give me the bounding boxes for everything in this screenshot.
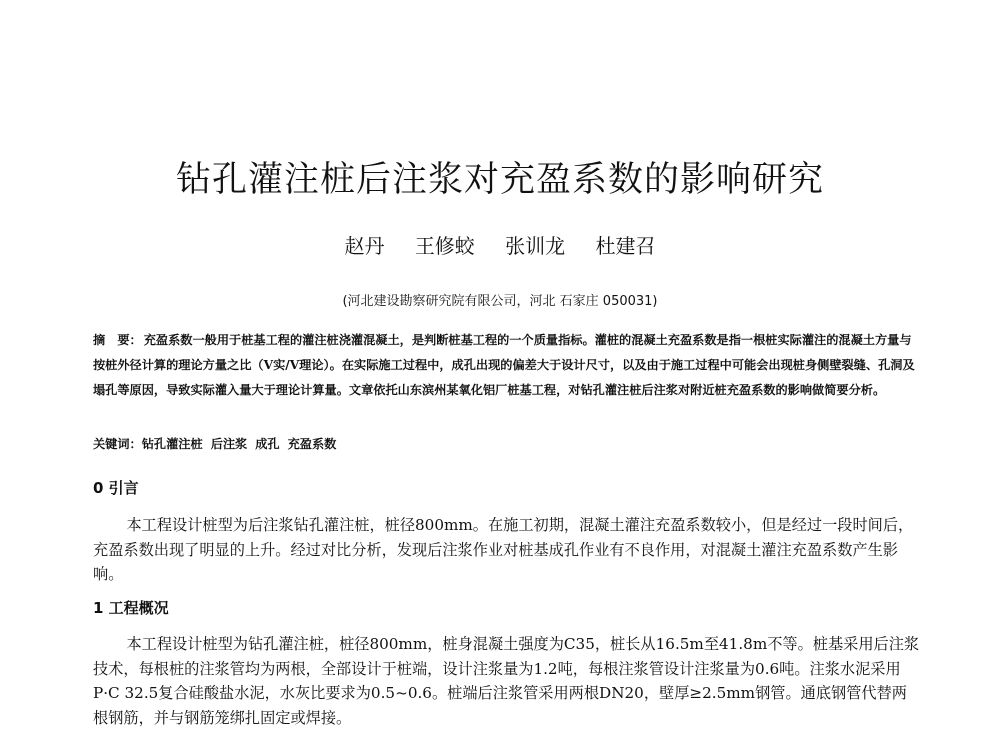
section-paragraph-project-overview: 本工程设计桩型为钻孔灌注桩，桩径800mm，桩身混凝土强度为C35，桩长从16.5m至41.8m不等。桩基采用后注浆技术，每根桩的注浆管均为两根，全部设计于桩端，设计注浆量为1.2吨，每根注浆管设计注浆量为0.6吨。注浆水泥采用P·C 32.5复合硅酸盐水泥，水灰比要求为0.5~0.6。桩端后注浆管采用两根DN20，壁厚≥2.5mm钢管。通底钢管代替两根钢筋，并与钢筋笼绑扎固定或焊接。 (93, 635, 920, 727)
author-name: 赵丹 (344, 234, 385, 258)
section-heading-introduction: 0 引言 (93, 479, 139, 497)
author-name: 张训龙 (505, 234, 566, 258)
abstract-label: 摘 要： (93, 333, 142, 347)
paper-title: 钻孔灌注桩后注浆对充盈系数的影响研究 (175, 160, 824, 200)
section-heading-project-overview: 1 工程概况 (93, 599, 169, 617)
keyword: 后注浆 (210, 437, 248, 451)
keyword: 成孔 (255, 437, 280, 451)
author-name: 杜建召 (595, 234, 656, 258)
abstract (93, 328, 921, 403)
abstract-text: 充盈系数一般用于桩基工程的灌注桩浇灌混凝土，是判断桩基工程的一个质量指标。灌桩的混凝土充盈系数是指一根桩实际灌注的混凝土方量与按桩外径计算的理论方量之比（V实/V理论）。在实际施工过程中，成孔出现的偏差大于设计尺寸，以及由于施工过程中可能会出现桩身侧壁裂缝、孔洞及塌孔等原因，导致实际灌入量大于理论计算量。文章依托山东滨州某氧化铝厂桩基工程，对钻孔灌注桩后注浆对附近桩充盈系数的影响做简要分析。 (93, 333, 915, 397)
author-name: 王修蛟 (414, 234, 475, 258)
affiliation: (河北建设勘察研究院有限公司，河北 石家庄 050031) (342, 294, 658, 309)
keyword: 充盈系数 (287, 437, 337, 451)
keywords (93, 432, 921, 457)
keywords-label: 关键词： (93, 437, 142, 451)
keyword: 钻孔灌注桩 (141, 437, 203, 451)
section-paragraph-introduction: 本工程设计桩型为后注浆钻孔灌注桩，桩径800mm。在施工初期，混凝土灌注充盈系数较小，但是经过一段时间后，充盈系数出现了明显的上升。经过对比分析，发现后注浆作业对桩基成孔作业有不良作用，对混凝土灌注充盈系数产生影响。 (93, 516, 914, 583)
author-list (0, 230, 1000, 259)
